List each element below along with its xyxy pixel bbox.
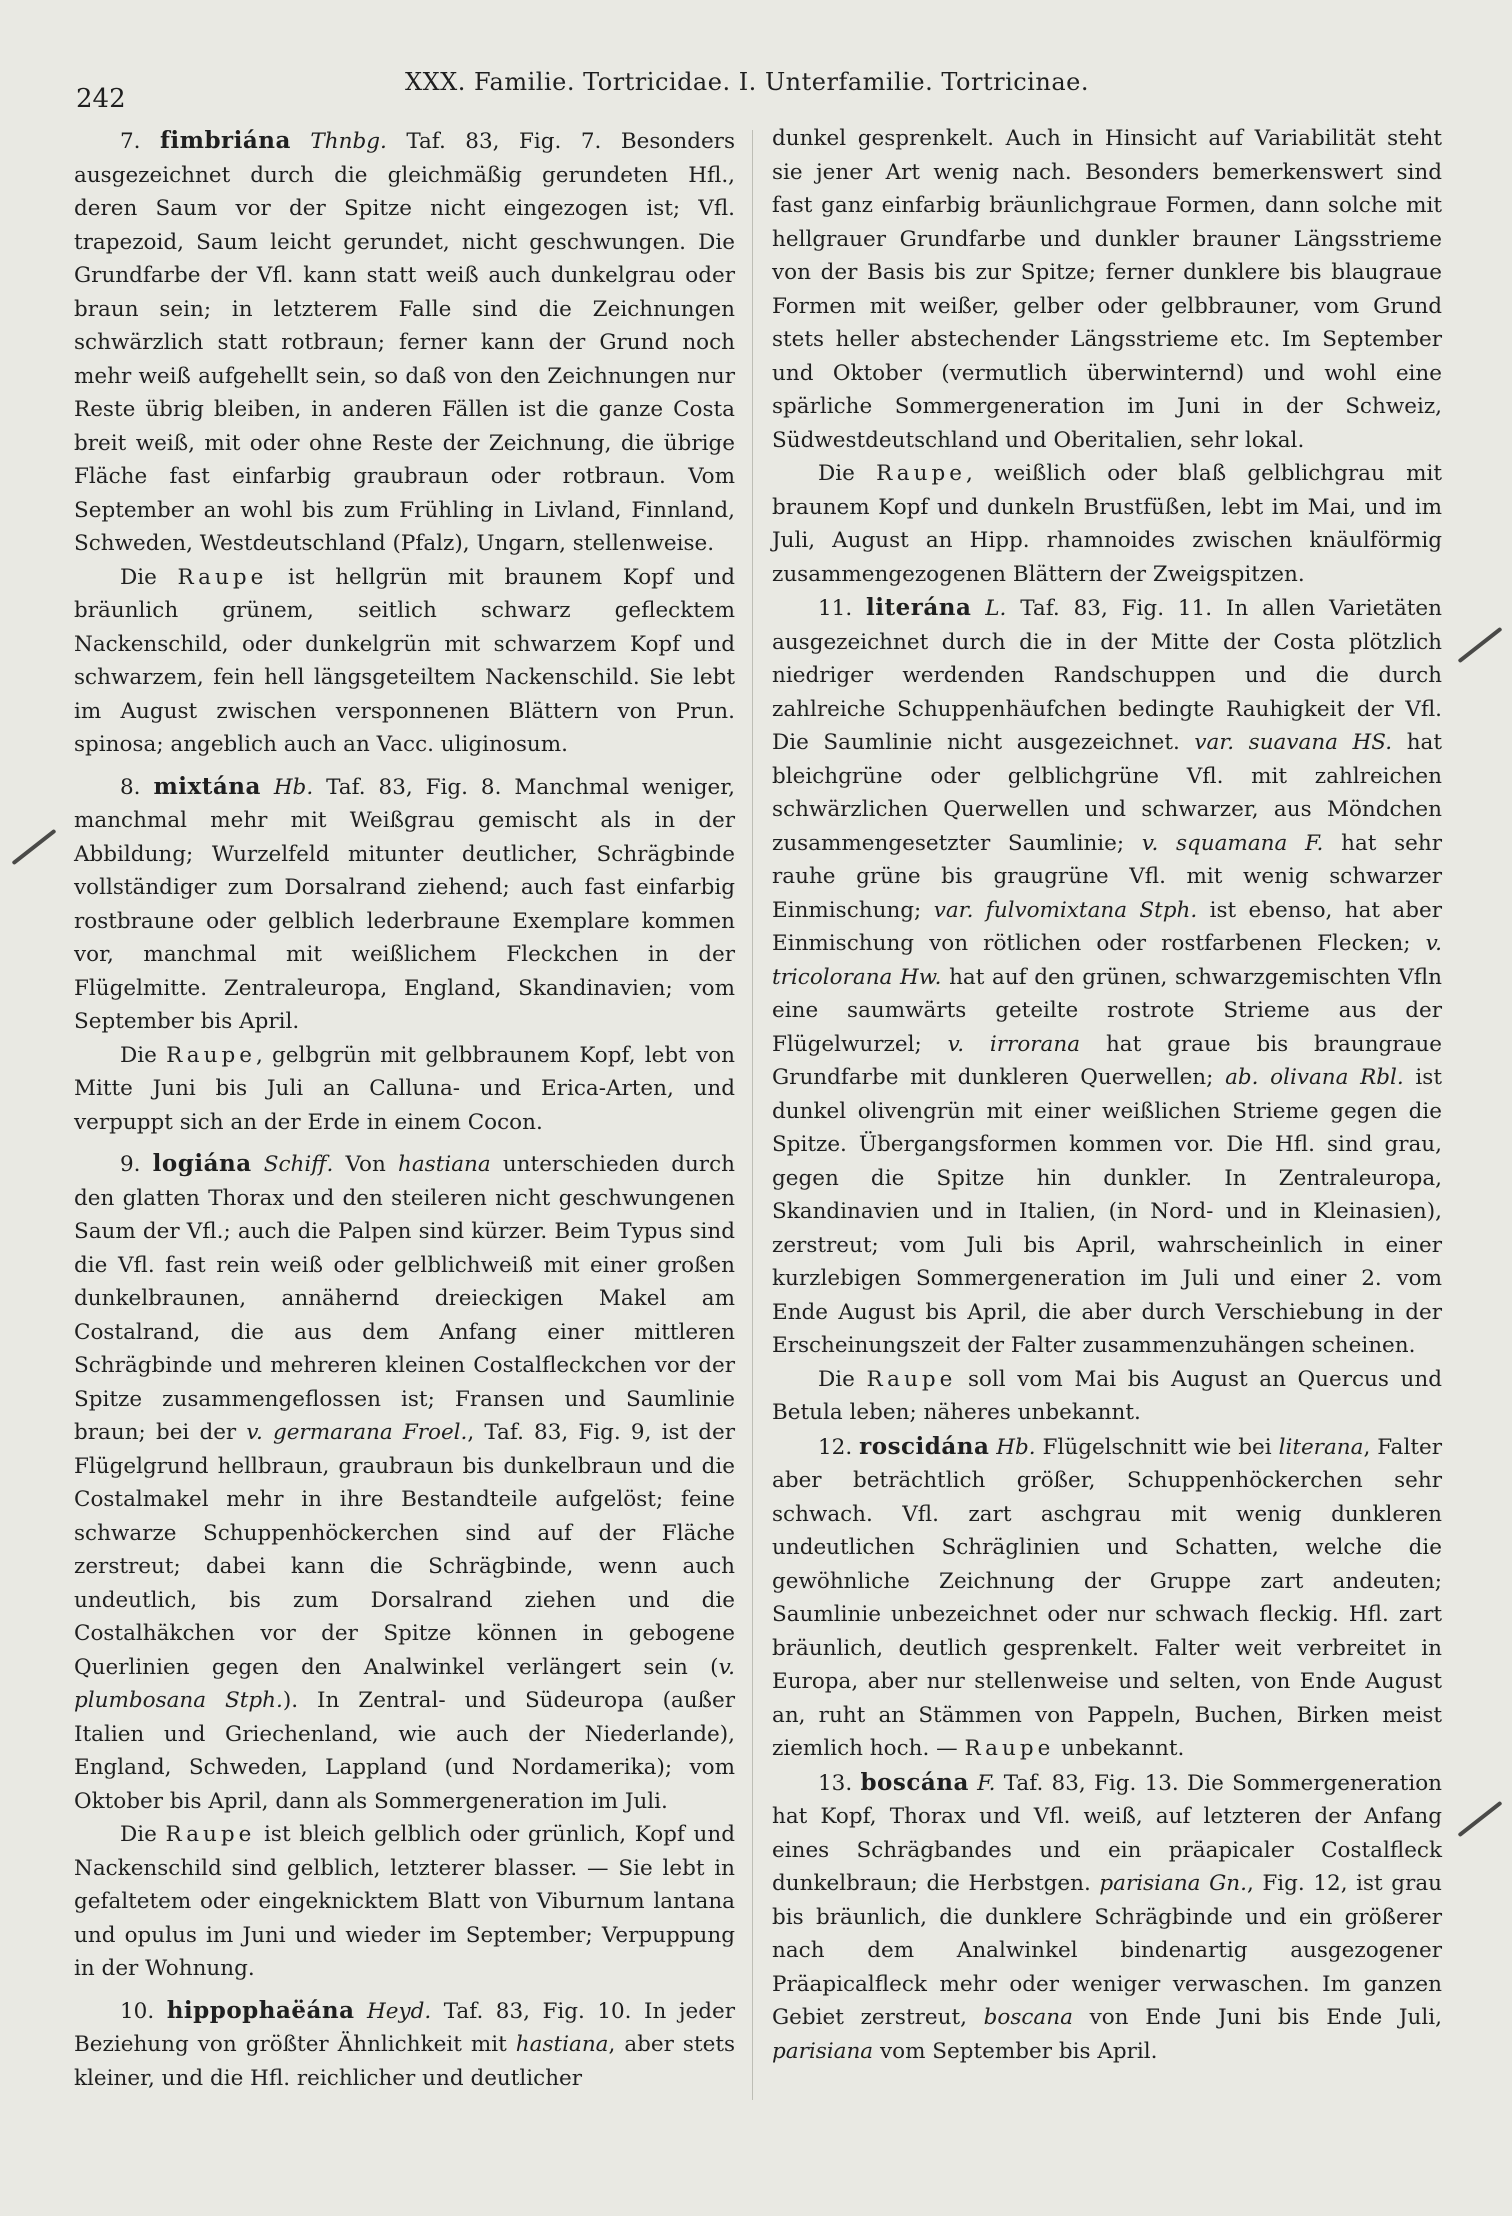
entry-logiana (74, 1147, 735, 1818)
larva-text: ist hellgrün mit braunem Kopf und bräunlich grünem, seitlich schwarz geflecktem Nackenschild, oder dunkelgrün mit schwarzem Kopf und schwarzem, fein hell längsgeteiltem Nackenschild. Sie lebt im August zwischen versponnenen Blättern von Prun. spinosa; angeblich auch an Vacc. uliginosum. (74, 564, 736, 757)
entry-text: unbekannt. (1061, 1736, 1185, 1761)
species-author: Heyd. (367, 1998, 432, 2024)
larva-paragraph (74, 1818, 735, 1986)
species-name: literána (866, 594, 972, 621)
larva-paragraph (772, 457, 1442, 591)
entry-boscana (772, 1766, 1442, 2069)
variety-name: v. squamana F. (1141, 830, 1324, 856)
entry-text: hat auf den grünen, schwarzgemischten Vfln eine saumwärts geteilte rostrote Strieme aus der Flügelwurzel; (772, 964, 1442, 1057)
taxon-ref: parisiana (772, 2038, 874, 2064)
entry-text: , Fig. 12, ist grau bis bräunlich, die dunklere Schrägbinde und ein größerer nach dem Analwinkel bindenartig ausgezogener Präapicalfleck mehr oder weniger verwaschen. Im ganzen Gebiet zerstreut, (772, 1871, 1442, 2030)
species-name: roscidána (859, 1432, 990, 1460)
species-author: Hb. (996, 1434, 1036, 1460)
larva-pre: Die (818, 1366, 855, 1392)
larva-text: ist bleich gelblich oder grünlich, Kopf und Nackenschild sind gelblich, letzterer blasser. — Sie lebt in gefaltetem oder eingeknicktem Blatt von Viburnum lantana und opulus im Juni und wieder im September; Verpuppung in der Wohnung. (74, 1822, 735, 1981)
species-name: hippophaëána (166, 1996, 355, 2024)
larva-pre: Die (818, 461, 855, 486)
entry-text: Taf. 83, Fig. 8. Manchmal weniger, manchmal mehr mit Weißgrau gemischt als in der Abbildung; Wurzelfeld mitunter deutlicher, Schrägbinde vollständiger zum Dorsalrand ziehend; auch fast einfarbig rostbraune oder gelblich lederbraune Exemplare kommen vor, manchmal mit weißlichem Fleckchen in der Flügelmitte. Zentraleuropa, England, Skandinavien; vom September bis April. (74, 774, 735, 1034)
variety-name: parisiana Gn. (1099, 1871, 1247, 1896)
entry-mixtana (74, 770, 735, 1039)
variety-name: var. fulvomixtana Stph. (933, 897, 1198, 923)
page-number: 242 (76, 84, 126, 114)
species-author: Schiff. (263, 1152, 334, 1177)
taxon-ref: hastiana (515, 2032, 609, 2057)
entry-text: unterschieden durch den glatten Thorax und den steileren nicht geschwungenen Saum der Vfl.; auch die Palpen sind kürzer. Beim Typus sind die Vfl. fast rein weiß oder gelblichweiß mit einer großen dunkelbraunen, annähernd dreieckigen Makel am Costalrand, die aus dem Anfang einer mittleren Schrägbinde und mehreren kleinen Costalfleckchen vor der Spitze zusammengeflossen ist; Fransen und Saumlinie braun; bei der (74, 1152, 735, 1445)
entry-number: 9. (120, 1152, 141, 1177)
entry-number: 11. (818, 596, 853, 621)
species-name: boscána (860, 1768, 969, 1796)
larva-paragraph (772, 1363, 1442, 1430)
entry-text: , aber stets kleiner, und die Hfl. reichlicher und deutlicher (74, 2032, 735, 2091)
species-author: Hb. (273, 774, 314, 800)
species-name: fimbriána (160, 127, 291, 154)
entry-number: 13. (818, 1770, 853, 1796)
entry-text: , Taf. 83, Fig. 9, ist der Flügelgrund hellbraun, graubraun bis dunkelbraun und die Costalmakel mehr in ihre Bestandteile aufgelöst; feine schwarze Schuppenhöckerchen sind auf der Fläche zerstreut; dabei kann die Schrägbinde, wenn auch undeutlich, bis zum Dorsalrand ziehen und die Costalhäkchen vor der Spitze können in gebogene Querlinien gegen den Analwinkel verlängert sein ( (74, 1420, 736, 1680)
entry-text: hat graue bis braungraue Grundfarbe mit dunkleren Querwellen; (772, 1031, 1442, 1090)
larva-text: , weißlich oder blaß gelblichgrau mit braunem Kopf und dunkeln Brustfüßen, lebt im Mai, und im Juli, August an Hipp. rhamnoides zwischen knäulförmig zusammengezogenen Blättern der Zweigspitzen. (772, 461, 1442, 587)
entry-text: Taf. 83, Fig. 11. In allen Varietäten ausgezeichnet durch die in der Mitte der Costa plötzlich niedriger werdenden Randschuppen und die durch zahlreiche Schuppenhäufchen bedingte Rauhigkeit der Vfl. Die Saumlinie nicht ausgezeichnet. (772, 596, 1442, 755)
entry-literana (772, 591, 1442, 1363)
running-title: XXX. Familie. Tortricidae. I. Unterfamilie. Tortricinae. (405, 68, 1089, 96)
pencil-mark-icon (1457, 627, 1502, 663)
entry-text: , Falter aber beträchtlich größer, Schuppenhöckerchen sehr schwach. Vfl. zart aschgrau mit wenig dunkleren undeutlichen Schräglinien und Schatten, welche die gewöhnliche Zeichnung der Gruppe zart andeuten; Saumlinie unbezeichnet oder nur schwach fleckig. Hfl. zart bräunlich, deutlich gesprenkelt. Falter weit verbreitet in Europa, aber nur stellenweise und selten, von Ende August an, ruht an Stämmen von Pappeln, Buchen, Birken meist ziemlich hoch. — (772, 1434, 1442, 1761)
entry-text: von Ende Juni bis Ende Juli, (1089, 2005, 1442, 2030)
pencil-mark-icon (11, 829, 56, 865)
larva-label: Raupe (166, 1042, 256, 1068)
pencil-mark-icon (1457, 1801, 1502, 1837)
variety-name: v. irrorana (947, 1031, 1081, 1057)
entry-text: hat sehr rauhe grüne bis graugrüne Vfl. mit wenig schwarzer Einmischung; (772, 830, 1442, 923)
right-column (772, 122, 1442, 2068)
species-name: logiána (152, 1150, 252, 1177)
entry-text: Flügelschnitt wie bei (1042, 1434, 1272, 1460)
larva-label: Raupe (165, 1822, 256, 1847)
taxon-ref: hastiana (398, 1152, 491, 1177)
entry-text: ). In Zentral- und Südeuropa (außer Italien und Griechenland, wie auch der Niederlande), England, Schweden, Lappland (und Nordamerika); vom Oktober bis April, dann als Sommergeneration im Juli. (74, 1688, 736, 1814)
larva-paragraph (74, 561, 735, 762)
entry-text: vom September bis April. (879, 2038, 1158, 2064)
entry-text: Taf. 83, Fig. 10. In jeder Beziehung von größter Ähnlichkeit mit (74, 1998, 735, 2057)
larva-text: , gelbgrün mit gelbbraunem Kopf, lebt von Mitte Juni bis Juli an Calluna- und Erica-Arten, und verpuppt sich an der Erde in einem Cocon. (74, 1042, 735, 1135)
species-author: Thnbg. (310, 129, 387, 154)
larva-label: Raupe (177, 564, 268, 590)
entry-text: ist dunkel olivengrün mit einer weißlichen Strieme gegen die Spitze. Übergangsformen kommen vor. Die Hfl. sind grau, gegen die Spitze hin dunkler. In Zentraleuropa, Skandinavien und in Italien, (in Nord- und in Kleinasien), zerstreut; vom Juli bis April, wahrscheinlich in einer kurzlebigen Sommergeneration im Juli und einer 2. vom Ende August bis April, die aber durch Verschiebung in der Erscheinungszeit der Falter zusammenzuhängen scheinen. (772, 1065, 1442, 1358)
species-author: L. (985, 596, 1007, 621)
variety-name: ab. olivana Rbl. (1225, 1065, 1404, 1090)
larva-label: Raupe (964, 1736, 1055, 1761)
larva-pre: Die (120, 1042, 157, 1068)
variety-name: v. tricolorana Hw. (772, 931, 1442, 990)
taxon-ref: literana (1278, 1434, 1364, 1460)
variety-name: v. plumbosana Stph. (74, 1654, 735, 1713)
entry-number: 7. (120, 129, 141, 154)
larva-paragraph (74, 1039, 735, 1140)
entry-fimbriana (74, 124, 735, 561)
entry-text: ist ebenso, hat aber Einmischung von rötlichen oder rostfarbenen Flecken; (772, 897, 1443, 956)
taxon-ref: boscana (983, 2005, 1073, 2030)
variety-name: v. germarana Froel. (246, 1420, 468, 1445)
left-column (74, 124, 735, 2095)
variety-name: var. suavana HS. (1194, 730, 1393, 755)
species-name: mixtána (153, 772, 261, 800)
entry-hippophaeana (74, 1994, 735, 2096)
larva-pre: Die (120, 1822, 157, 1847)
entry-text: hat bleichgrüne oder gelblichgrüne Vfl. mit zahlreichen schwärzlichen Querwellen und schwarzer, aus Möndchen zusammengesetzter Saumlinie; (772, 730, 1442, 856)
entry-text: Von (345, 1152, 386, 1177)
column-divider (752, 130, 753, 2100)
species-author: F. (977, 1770, 996, 1796)
entry-number: 12. (818, 1434, 853, 1460)
larva-text: soll vom Mai bis August an Quercus und Betula leben; näheres unbekannt. (772, 1366, 1442, 1425)
entry-number: 10. (120, 1998, 155, 2024)
entry-number: 8. (120, 774, 141, 800)
larva-label: Raupe (866, 1366, 957, 1392)
continued-paragraph (772, 122, 1442, 457)
entry-roscidana (772, 1430, 1442, 1766)
entry-text: dunkel gesprenkelt. Auch in Hinsicht auf Variabilität steht sie jener Art wenig nach. Besonders bemerkenswert sind fast ganz einfarbig bräunlichgraue Formen, dann solche mit hellgrauer Grundfarbe und dunkler brauner Längsstrieme von der Basis bis zur Spitze; ferner dunklere bis blaugraue Formen mit weißer, gelber oder gelbbrauner, vom Grund stets heller abstechender Längsstrieme etc. Im September und Oktober (vermutlich überwinternd) und wohl eine spärliche Sommergeneration im Juni in der Schweiz, Südwestdeutschland und Oberitalien, sehr lokal. (772, 126, 1442, 453)
larva-label: Raupe (876, 461, 966, 486)
entry-text: Taf. 83, Fig. 13. Die Sommergeneration hat Kopf, Thorax und Vfl. weiß, auf letzteren der Anfang eines Schrägbandes und ein präapicaler Costalfleck dunkelbraun; die Herbstgen. (772, 1770, 1442, 1896)
entry-text: Taf. 83, Fig. 7. Besonders ausgezeichnet durch die gleichmäßig gerundeten Hfl., deren Saum vor der Spitze nicht eingezogen ist; Vfl. trapezoid, Saum leicht gerundet, nicht geschwungen. Die Grundfarbe der Vfl. kann statt weiß auch dunkelgrau oder braun sein; in letzterem Falle sind die Zeichnungen schwärzlich statt rotbraun; ferner kann der Grund noch mehr weiß aufgehellt sein, so daß von den Zeichnungen nur Reste übrig bleiben, in anderen Fällen ist die ganze Costa breit weiß, mit oder ohne Reste der Zeichnung, die übrige Fläche fast einfarbig graubraun oder rotbraun. Vom September an wohl bis zum Frühling in Livland, Finnland, Schweden, Westdeutschland (Pfalz), Ungarn, stellenweise. (74, 129, 735, 556)
larva-pre: Die (120, 564, 157, 590)
